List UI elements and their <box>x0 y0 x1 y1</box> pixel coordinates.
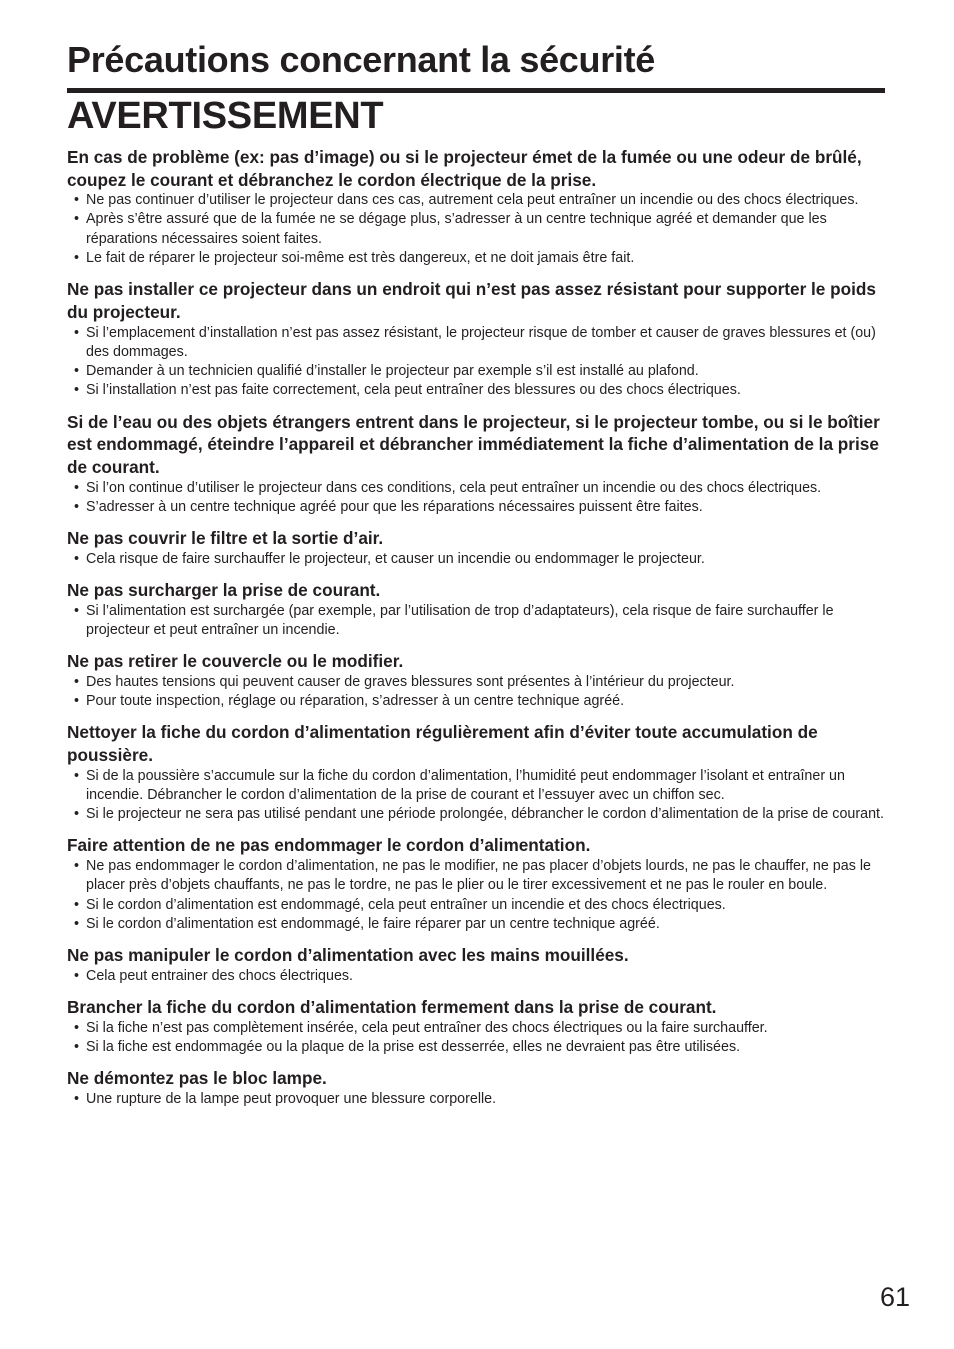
warning-bullets <box>67 857 885 934</box>
bullet-item: • Si le cordon d’alimentation est endommagé, le faire réparer par un centre technique agréé. <box>67 915 885 934</box>
warning-block <box>67 579 885 640</box>
warning-bullets <box>67 1019 885 1058</box>
warning-heading: Brancher la fiche du cordon d’alimentation fermement dans la prise de courant. <box>67 997 717 1018</box>
warning-bullets <box>67 767 885 825</box>
warning-heading: En cas de problème (ex: pas d’image) ou si le projecteur émet de la fumée ou une odeur de brûlé, coupez le courant et débranchez le cordon électrique de la prise. <box>67 147 862 190</box>
warning-heading: Ne pas couvrir le filtre et la sortie d’air. <box>67 528 384 549</box>
bullet-item: • Après s’être assuré que de la fumée ne se dégage plus, s’adresser à un centre technique agréé et demander que les réparations nécessaires soient faites. <box>67 210 885 249</box>
warnings-list <box>67 146 885 1119</box>
warning-bullets <box>67 324 885 401</box>
warning-bullets <box>67 602 885 641</box>
warning-bullets <box>67 550 885 569</box>
page-number: 61 <box>880 1282 911 1312</box>
bullet-item: • Si de la poussière s’accumule sur la fiche du cordon d’alimentation, l’humidité peut endommager l’isolant et entraîner un incendie. Débrancher le cordon d’alimentation de la prise de courant et l’essuyer avec un chiffon sec. <box>67 767 885 806</box>
bullet-item: • Si la fiche n’est pas complètement insérée, cela peut entraîner des chocs électriques ou la faire surchauffer. <box>67 1019 885 1038</box>
warning-bullets <box>67 191 885 268</box>
warning-heading: Ne pas surcharger la prise de courant. <box>67 580 381 601</box>
warning-heading: Si de l’eau ou des objets étrangers entrent dans le projecteur, si le projecteur tombe, ou si le boîtier est endommagé, éteindre l’appareil et débrancher immédiatement la fiche d’alimentation de la prise de courant. <box>67 411 880 477</box>
bullet-item: • Si le cordon d’alimentation est endommagé, cela peut entraîner un incendie et des chocs électriques. <box>67 896 885 915</box>
bullet-item: • Pour toute inspection, réglage ou réparation, s’adresser à un centre technique agréé. <box>67 692 885 711</box>
warning-block <box>67 411 885 517</box>
warning-block <box>67 721 885 824</box>
warning-heading: Ne pas retirer le couvercle ou le modifier. <box>67 651 404 672</box>
bullet-item: • Si l’emplacement d’installation n’est pas assez résistant, le projecteur risque de tomber et causer de graves blessures et (ou) des dommages. <box>67 324 885 363</box>
warning-block <box>67 996 885 1057</box>
warning-block <box>67 1067 885 1109</box>
bullet-item: • Ne pas continuer d’utiliser le projecteur dans ces cas, autrement cela peut entraîner un incendie ou des chocs électriques. <box>67 191 885 210</box>
bullet-item: • Si la fiche est endommagée ou la plaque de la prise est desserrée, elles ne devraient pas être utilisées. <box>67 1038 885 1057</box>
bullet-item: • Si l’alimentation est surchargée (par exemple, par l’utilisation de trop d’adaptateurs), cela risque de faire surchauffer le projecteur et peut entraîner un incendie. <box>67 602 885 641</box>
bullet-item: • Une rupture de la lampe peut provoquer une blessure corporelle. <box>67 1090 885 1109</box>
bullet-item: • Cela peut entrainer des chocs électriques. <box>67 967 885 986</box>
warning-block <box>67 834 885 934</box>
warning-block <box>67 146 885 268</box>
warning-heading: Ne pas manipuler le cordon d’alimentation avec les mains mouillées. <box>67 945 629 966</box>
warning-block <box>67 650 885 711</box>
warning-heading: Ne pas installer ce projecteur dans un endroit qui n’est pas assez résistant pour supporter le poids du projecteur. <box>67 279 876 322</box>
warning-bullets <box>67 967 885 986</box>
warning-bullets <box>67 673 885 712</box>
warning-heading: Nettoyer la fiche du cordon d’alimentation régulièrement afin d’éviter toute accumulation de poussière. <box>67 722 818 765</box>
bullet-item: • Demander à un technicien qualifié d’installer le projecteur par exemple s’il est installé au plafond. <box>67 362 885 381</box>
warning-heading: Ne démontez pas le bloc lampe. <box>67 1068 327 1089</box>
warning-block <box>67 278 885 400</box>
warning-heading: Faire attention de ne pas endommager le cordon d’alimentation. <box>67 835 591 856</box>
warning-block <box>67 944 885 986</box>
warning-block <box>67 527 885 569</box>
title-divider <box>67 88 885 93</box>
bullet-item: • Le fait de réparer le projecteur soi-même est très dangereux, et ne doit jamais être fait. <box>67 249 885 268</box>
bullet-item: • Si l’on continue d’utiliser le projecteur dans ces conditions, cela peut entraîner un incendie ou des chocs électriques. <box>67 479 885 498</box>
bullet-item: • S’adresser à un centre technique agréé pour que les réparations nécessaires puissent être faites. <box>67 498 885 517</box>
bullet-item: • Ne pas endommager le cordon d’alimentation, ne pas le modifier, ne pas placer d’objets lourds, ne pas le chauffer, ne pas le placer près d’objets chauffants, ne pas le tordre, ne pas le plier ou le tirer excessivement et ne pas le rouler en boule. <box>67 857 885 896</box>
bullet-item: • Si le projecteur ne sera pas utilisé pendant une période prolongée, débrancher le cordon d’alimentation de la prise de courant. <box>67 805 885 824</box>
section-title: AVERTISSEMENT <box>67 95 384 137</box>
page-title: Précautions concernant la sécurité <box>67 39 656 80</box>
bullet-item: • Si l’installation n’est pas faite correctement, cela peut entraîner des blessures ou des chocs électriques. <box>67 381 885 400</box>
bullet-item: • Des hautes tensions qui peuvent causer de graves blessures sont présentes à l’intérieur du projecteur. <box>67 673 885 692</box>
warning-bullets <box>67 479 885 518</box>
warning-bullets <box>67 1090 885 1109</box>
bullet-item: • Cela risque de faire surchauffer le projecteur, et causer un incendie ou endommager le projecteur. <box>67 550 885 569</box>
